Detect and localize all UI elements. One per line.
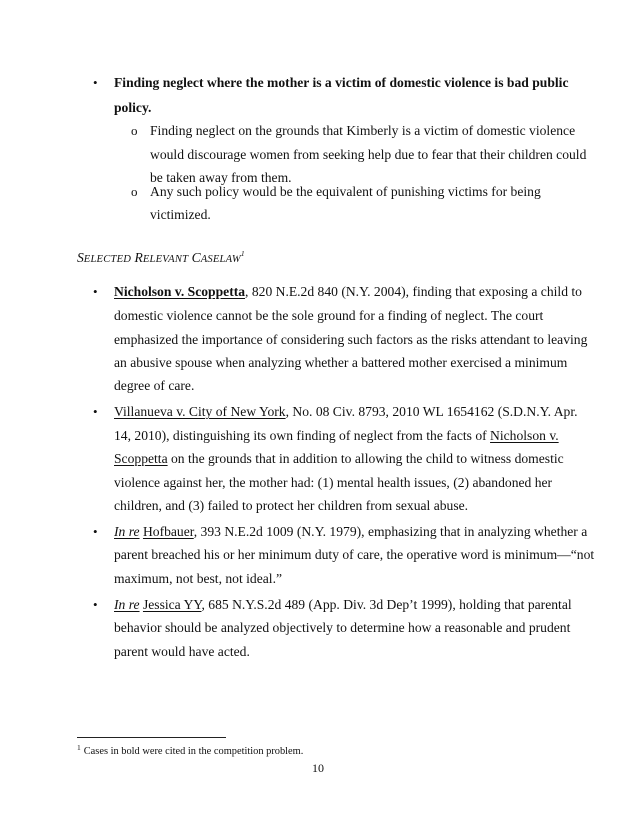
case-jessica-line-3: parent would have acted. — [114, 644, 250, 659]
case-villanueva-line-1: Villanueva v. City of New York, No. 08 Civ. 8793, 2010 WL 1654162 (S.D.N.Y. Apr. — [114, 404, 578, 419]
footnote-separator — [77, 737, 226, 738]
intro-bullet-line-1: Finding neglect where the mother is a victim of domestic violence is bad public — [114, 75, 569, 90]
bullet-marker: • — [93, 524, 98, 539]
sub-bullet-marker: o — [131, 184, 138, 199]
bullet-marker: • — [93, 597, 98, 612]
case-citation-link[interactable]: Hofbauer — [142, 524, 194, 539]
footnote-text: Cases in bold were cited in the competition problem. — [83, 746, 304, 757]
bullet-marker: • — [93, 404, 98, 419]
case-nicholson-line-5: degree of care. — [114, 378, 195, 393]
footnote — [77, 741, 303, 759]
sub-item-2-line-1: Any such policy would be the equivalent of punishing victims for being — [150, 184, 541, 199]
case-villanueva-line-4: violence against her, the mother had: (1) mental health issues, (2) abandoned her — [114, 475, 553, 490]
case-nicholson-line-4: an abusive spouse when analyzing whether a battered mother exercised a minimum — [114, 355, 568, 370]
sub-bullet-marker: o — [131, 123, 138, 138]
case-nicholson-line-3: emphasized the importance of considering such factors as the risks attendant to leaving — [114, 332, 588, 347]
sub-item-2-line-2: victimized. — [150, 207, 211, 222]
case-hofbauer-line-1: In re Hofbauer, 393 N.E.2d 1009 (N.Y. 1979), emphasizing that in analyzing whether a — [114, 524, 588, 539]
case-villanueva-line-2: 14, 2010), distinguishing its own finding of neglect from the facts of Nicholson v. — [114, 428, 559, 443]
footnote-reference[interactable]: 1 — [240, 249, 245, 258]
case-hofbauer-line-2: parent breached his or her minimum duty of care, the operative word is minimum—“not — [114, 547, 595, 562]
case-villanueva-line-5: children, and (3) failed to protect her children from sexual abuse. — [114, 498, 469, 513]
footnote-marker: 1 — [77, 743, 81, 752]
case-citation-link[interactable]: Scoppetta — [114, 451, 168, 466]
case-jessica-line-2: behavior should be analyzed objectively to determine how a reasonable and prudent — [114, 620, 571, 635]
case-citation-link[interactable]: Nicholson v. — [490, 428, 559, 443]
case-nicholson-line-1: Nicholson v. Scoppetta, 820 N.E.2d 840 (N.Y. 2004), finding that exposing a child to — [114, 284, 582, 299]
case-jessica-line-1: In re Jessica YY, 685 N.Y.S.2d 489 (App. Div. 3d Dep’t 1999), holding that parental — [114, 597, 572, 612]
case-citation-link[interactable]: Jessica YY — [142, 597, 202, 612]
sub-item-1-line-3: be taken away from them. — [150, 170, 292, 185]
intro-bullet-line-2: policy. — [114, 100, 152, 115]
sub-item-1-line-1: Finding neglect on the grounds that Kimberly is a victim of domestic violence — [150, 123, 576, 138]
case-hofbauer-line-3: maximum, not best, not ideal.” — [114, 571, 283, 586]
case-villanueva-line-3: Scoppetta on the grounds that in addition to allowing the child to witness domestic — [114, 451, 564, 466]
bullet-marker: • — [93, 284, 98, 299]
case-citation-link[interactable]: Villanueva v. City of New York — [114, 404, 286, 419]
sub-item-1-line-2: would discourage women from seeking help due to fear that their children could — [150, 147, 587, 162]
case-nicholson-line-2: domestic violence cannot be the sole ground for a finding of neglect. The court — [114, 308, 544, 323]
section-heading: SELECTED RELEVANT CASELAW$^1$ — [77, 249, 245, 265]
page-number: 10 — [312, 761, 324, 775]
bullet-marker: • — [93, 75, 98, 90]
case-citation-link[interactable]: Nicholson v. Scoppetta — [114, 284, 246, 299]
